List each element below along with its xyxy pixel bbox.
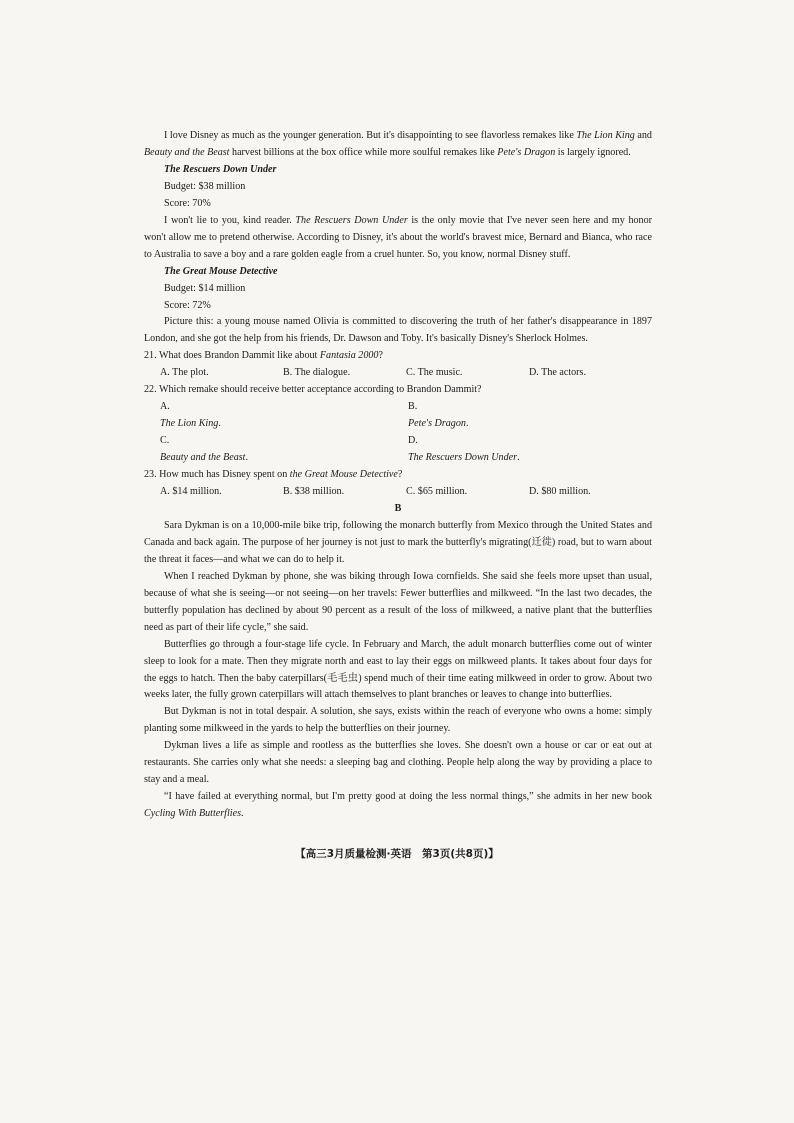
option-22-c[interactable]: C. Beauty and the Beast.: [160, 433, 408, 467]
text: 23. How much has Disney spent on: [144, 469, 290, 481]
movie-desc-rescuers: [144, 213, 652, 264]
paragraph-b1: Sara Dykman is on a 10,000-mile bike trip, following the monarch butterfly from Mexico through the United States and Canada and back again. The purpose of her journey is not just to mark the butterfly's migrating(迁徙) road, but to warn about the threat it faces—and what we can do to help it.: [144, 519, 652, 565]
question-23: [144, 467, 652, 484]
option-23-c[interactable]: C. $65 million.: [406, 486, 468, 498]
text: I love Disney as much as the younger generation. But it's disappointing to see flavorless remakes like: [164, 130, 577, 141]
text: ?: [397, 469, 403, 481]
option-23-a[interactable]: A. $14 million.: [160, 486, 222, 498]
title-ref: the Great Mouse Detective: [289, 469, 398, 481]
options-22-row1: [144, 399, 652, 433]
paragraph-b5: Dykman lives a life as simple and rootless as the butterflies she loves. She doesn't own a house or car or eat out at restaurants. She carries only what she needs: a sleeping bag and clothing. People help along the way by providing a place to stay and a meal.: [144, 740, 652, 786]
movie-title-detective: The Great Mouse Detective: [164, 265, 278, 277]
option-22-d[interactable]: D. The Rescuers Down Under.: [408, 433, 656, 467]
text: and: [634, 130, 652, 141]
text: I won't lie to you, kind reader.: [164, 214, 296, 226]
title-ref: Fantasia 2000: [319, 350, 379, 362]
options-22-row2: [144, 433, 652, 467]
option-21-d[interactable]: D. The actors.: [529, 367, 586, 379]
title-ref: Cycling With Butterflies: [144, 808, 241, 820]
text: is largely ignored.: [555, 146, 631, 158]
option-23-b[interactable]: B. $38 million.: [283, 486, 345, 498]
movie-budget-rescuers: Budget: $38 million: [164, 180, 246, 192]
option-22-b[interactable]: B. Pete's Dragon.: [408, 399, 656, 433]
title-ref: Beauty and the Beast: [144, 146, 230, 158]
text: .: [241, 808, 244, 820]
option-22-a[interactable]: A. The Lion King.: [160, 399, 408, 433]
title-ref: The Rescuers Down Under: [408, 452, 518, 464]
text: B.: [408, 401, 418, 413]
option-23-d[interactable]: D. $80 million.: [529, 486, 591, 498]
option-21-a[interactable]: A. The plot.: [160, 367, 209, 379]
text: harvest billions at the box office while more soulful remakes like: [229, 146, 498, 158]
intro-paragraph: [144, 128, 652, 162]
title-ref: Pete's Dragon: [497, 146, 556, 158]
option-21-c[interactable]: C. The music.: [406, 367, 463, 379]
title-ref: The Lion King: [576, 130, 635, 141]
text: C.: [160, 435, 170, 447]
paragraph-b3: Butterflies go through a four-stage life cycle. In February and March, the adult monarch butterflies come out of winter sleep to look for a mate. Then they migrate north and east to lay their eggs on milkweed plants. It takes about four days for the eggs to hatch. Then the baby caterpillars(毛毛虫) spend much of their time eating milkweed in order to grow. About two weeks later, the fully grown caterpillars will attach themselves to plant branches or leaves to change into butterflies.: [144, 638, 652, 701]
question-21: [144, 348, 652, 365]
text: 21. What does Brandon Dammit like about: [144, 350, 320, 362]
section-heading-b: B: [394, 502, 402, 514]
paragraph-b2: When I reached Dykman by phone, she was biking through Iowa cornfields. She said she feels more upset than usual, because of what she is seeing—or not seeing—on her travels: Fewer butterflies and milkweed. “In the last two decades, the butterfly population has declined by about 90 percent as a result of the loss of milkweed, a native plant that the butterflies need as part of their life cycle,” she said.: [144, 570, 652, 633]
question-22: 22. Which remake should receive better acceptance according to Brandon Dammit?: [144, 384, 482, 396]
movie-budget-detective: Budget: $14 million: [164, 282, 246, 294]
title-ref: Beauty and the Beast: [160, 452, 246, 464]
movie-title-rescuers: The Rescuers Down Under: [164, 163, 277, 175]
movie-score-rescuers: Score: 70%: [164, 197, 211, 209]
title-ref: The Lion King: [160, 418, 219, 430]
options-21: [144, 365, 652, 382]
movie-score-detective: Score: 72%: [164, 299, 211, 311]
text: ?: [378, 350, 383, 362]
title-ref: The Rescuers Down Under: [295, 214, 408, 226]
paragraph-b4: But Dykman is not in total despair. A solution, she says, exists within the reach of everyone who owns a home: simply planting some milkweed in the yards to help the butterflies on their journey.: [144, 706, 652, 735]
text: D.: [408, 435, 418, 447]
title-ref: Pete's Dragon: [408, 418, 466, 430]
text: “I have failed at everything normal, but I'm pretty good at doing the less normal things,” she admits in her new book: [164, 791, 652, 803]
paragraph-b6: [144, 789, 652, 823]
options-23: [144, 484, 652, 501]
page-footer: 【高三3月质量检测·英语 第3页(共8页)】: [295, 848, 499, 860]
page-content: [144, 128, 652, 823]
movie-desc-detective: Picture this: a young mouse named Olivia is committed to discovering the truth of her father's disappearance in 1897 London, and she got the help from his friends, Dr. Dawson and Toby. It's basically Disney's Sherlock Holmes.: [144, 316, 652, 345]
text: is the only movie that I've never seen here and my honor won't allow me to pretend otherwise. According to Disney, it's about the world's bravest mice, Bernard and Bianca, who race to Australia to save a boy and a rare golden eagle from a cruel hunter. So, you know, normal Disney stuff.: [144, 214, 652, 260]
text: A.: [160, 401, 170, 413]
option-21-b[interactable]: B. The dialogue.: [283, 367, 351, 379]
